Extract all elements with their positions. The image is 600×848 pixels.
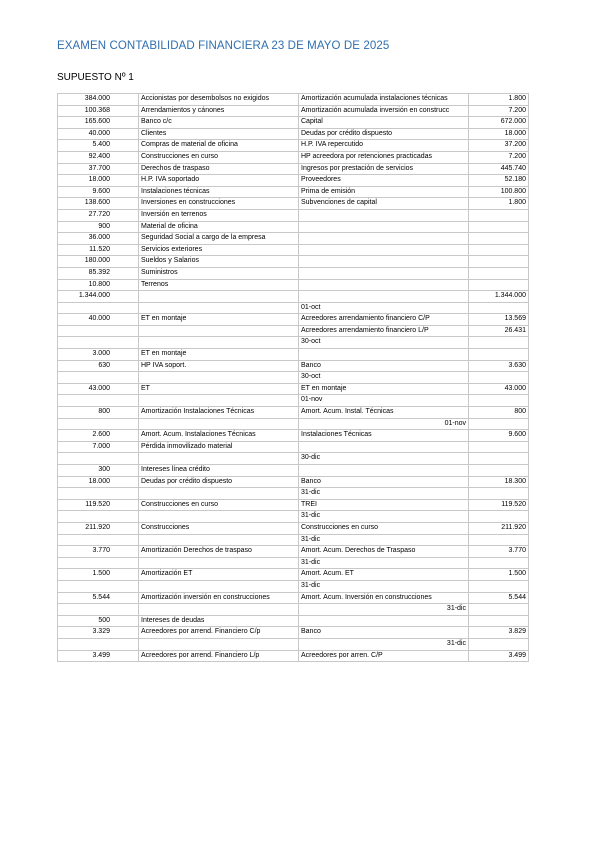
debit-account-cell: Derechos de traspaso (139, 163, 299, 175)
entry-date-cell: 31-dic (299, 638, 469, 650)
debit-amount-cell: 180.000 (58, 256, 139, 268)
credit-amount-cell (469, 233, 529, 245)
debit-account-cell: Construcciones en curso (139, 499, 299, 511)
entry-date-cell: 31-dic (299, 511, 469, 523)
debit-account-cell: Servicios exteriores (139, 244, 299, 256)
journal-row (58, 105, 529, 117)
journal-row (58, 650, 529, 662)
date-row (58, 372, 529, 384)
debit-account-cell (139, 372, 299, 384)
debit-amount-cell (58, 453, 139, 465)
debit-account-cell: Accionistas por desembolsos no exigidos (139, 94, 299, 106)
credit-amount-cell: 37.200 (469, 140, 529, 152)
credit-account-cell (299, 291, 469, 303)
debit-amount-cell: 500 (58, 615, 139, 627)
debit-account-cell (139, 291, 299, 303)
credit-account-cell: Prima de emisión (299, 186, 469, 198)
credit-amount-cell (469, 604, 529, 616)
credit-amount-cell (469, 267, 529, 279)
debit-account-cell (139, 638, 299, 650)
date-row (58, 511, 529, 523)
debit-account-cell (139, 511, 299, 523)
credit-account-cell: Acreedores por arren. C/P (299, 650, 469, 662)
date-row (58, 453, 529, 465)
debit-amount-cell: 40.000 (58, 128, 139, 140)
debit-account-cell: Amort. Acum. Instalaciones Técnicas (139, 430, 299, 442)
credit-amount-cell (469, 615, 529, 627)
journal-row (58, 151, 529, 163)
credit-account-cell (299, 441, 469, 453)
debit-amount-cell: 5.544 (58, 592, 139, 604)
debit-account-cell: Deudas por crédito dispuesto (139, 476, 299, 488)
credit-amount-cell: 1.800 (469, 94, 529, 106)
entry-date-cell: 01-nov (299, 418, 469, 430)
credit-amount-cell: 119.520 (469, 499, 529, 511)
credit-amount-cell: 52.180 (469, 175, 529, 187)
credit-account-cell (299, 209, 469, 221)
debit-account-cell (139, 418, 299, 430)
entry-date-cell: 30-oct (299, 372, 469, 384)
debit-amount-cell: 11.520 (58, 244, 139, 256)
credit-amount-cell (469, 465, 529, 477)
debit-amount-cell (58, 302, 139, 314)
debit-account-cell: H.P. IVA soportado (139, 175, 299, 187)
credit-account-cell (299, 615, 469, 627)
credit-account-cell (299, 256, 469, 268)
entry-date-cell: 31-dic (299, 580, 469, 592)
journal-row (58, 221, 529, 233)
debit-account-cell: Inversión en terrenos (139, 209, 299, 221)
credit-amount-cell: 3.829 (469, 627, 529, 639)
journal-row (58, 430, 529, 442)
debit-amount-cell: 100.368 (58, 105, 139, 117)
debit-account-cell: Construcciones (139, 522, 299, 534)
entry-date-cell: 31-dic (299, 557, 469, 569)
debit-amount-cell: 10.800 (58, 279, 139, 291)
debit-amount-cell (58, 638, 139, 650)
entry-date-cell: 31-dic (299, 488, 469, 500)
credit-amount-cell: 211.920 (469, 522, 529, 534)
journal-row (58, 592, 529, 604)
credit-amount-cell (469, 638, 529, 650)
journal-row (58, 128, 529, 140)
debit-amount-cell: 300 (58, 465, 139, 477)
journal-row (58, 476, 529, 488)
entry-date-cell: 31-dic (299, 534, 469, 546)
debit-account-cell (139, 395, 299, 407)
credit-amount-cell (469, 534, 529, 546)
debit-amount-cell: 18.000 (58, 476, 139, 488)
credit-amount-cell: 13.569 (469, 314, 529, 326)
date-row (58, 488, 529, 500)
date-row (58, 418, 529, 430)
debit-account-cell: Acreedores por arrend. Financiero L/p (139, 650, 299, 662)
debit-amount-cell (58, 337, 139, 349)
debit-amount-cell (58, 534, 139, 546)
debit-amount-cell: 85.392 (58, 267, 139, 279)
debit-account-cell: ET en montaje (139, 314, 299, 326)
debit-account-cell: Amortización Derechos de traspaso (139, 546, 299, 558)
debit-amount-cell: 1.344.000 (58, 291, 139, 303)
credit-account-cell: Amort. Acum. Inversión en construcciones (299, 592, 469, 604)
debit-amount-cell (58, 604, 139, 616)
credit-amount-cell (469, 395, 529, 407)
credit-amount-cell: 1.344.000 (469, 291, 529, 303)
debit-account-cell: Arrendamientos y cánones (139, 105, 299, 117)
journal-row (58, 325, 529, 337)
date-row (58, 580, 529, 592)
credit-account-cell: Acreedores arrendamiento financiero L/P (299, 325, 469, 337)
debit-account-cell: Pérdida inmovilizado material (139, 441, 299, 453)
debit-amount-cell: 40.000 (58, 314, 139, 326)
debit-amount-cell (58, 372, 139, 384)
credit-account-cell: Proveedores (299, 175, 469, 187)
credit-amount-cell (469, 488, 529, 500)
debit-amount-cell: 3.499 (58, 650, 139, 662)
journal-row (58, 140, 529, 152)
debit-amount-cell: 3.000 (58, 349, 139, 361)
journal-table (57, 93, 529, 662)
debit-account-cell (139, 580, 299, 592)
debit-amount-cell: 165.600 (58, 117, 139, 129)
credit-amount-cell (469, 511, 529, 523)
debit-account-cell: Acreedores por arrend. Financiero C/p (139, 627, 299, 639)
credit-amount-cell: 3.499 (469, 650, 529, 662)
date-row (58, 604, 529, 616)
debit-account-cell: Intereses de deudas (139, 615, 299, 627)
credit-account-cell: ET en montaje (299, 383, 469, 395)
debit-amount-cell (58, 488, 139, 500)
credit-account-cell: H.P. IVA repercutido (299, 140, 469, 152)
debit-account-cell: Banco c/c (139, 117, 299, 129)
credit-account-cell: HP acreedora por retenciones practicadas (299, 151, 469, 163)
credit-amount-cell: 26.431 (469, 325, 529, 337)
credit-amount-cell (469, 256, 529, 268)
credit-amount-cell (469, 221, 529, 233)
credit-account-cell: Instalaciones Técnicas (299, 430, 469, 442)
credit-amount-cell (469, 337, 529, 349)
credit-account-cell: Banco (299, 476, 469, 488)
journal-row (58, 627, 529, 639)
credit-account-cell: TREI (299, 499, 469, 511)
debit-account-cell (139, 453, 299, 465)
debit-amount-cell: 3.770 (58, 546, 139, 558)
credit-account-cell (299, 465, 469, 477)
debit-account-cell: Seguridad Social a cargo de la empresa (139, 233, 299, 245)
credit-amount-cell: 3.630 (469, 360, 529, 372)
debit-amount-cell (58, 511, 139, 523)
document-title: EXAMEN CONTABILIDAD FINANCIERA 23 DE MAYO DE 2025 (57, 40, 390, 52)
debit-amount-cell (58, 557, 139, 569)
debit-amount-cell: 92.400 (58, 151, 139, 163)
credit-amount-cell: 1.500 (469, 569, 529, 581)
credit-account-cell: Banco (299, 360, 469, 372)
journal-row (58, 441, 529, 453)
credit-amount-cell: 43.000 (469, 383, 529, 395)
debit-account-cell: Intereses línea crédito (139, 465, 299, 477)
debit-account-cell: Suministros (139, 267, 299, 279)
credit-amount-cell (469, 302, 529, 314)
journal-row (58, 267, 529, 279)
entry-date-cell: 30-oct (299, 337, 469, 349)
credit-account-cell: Deudas por crédito dispuesto (299, 128, 469, 140)
credit-amount-cell: 7.200 (469, 151, 529, 163)
debit-account-cell: Terrenos (139, 279, 299, 291)
debit-amount-cell (58, 325, 139, 337)
journal-row (58, 546, 529, 558)
credit-amount-cell (469, 349, 529, 361)
debit-account-cell: Sueldos y Salarios (139, 256, 299, 268)
journal-row (58, 209, 529, 221)
journal-row (58, 244, 529, 256)
credit-account-cell (299, 244, 469, 256)
credit-amount-cell: 3.770 (469, 546, 529, 558)
journal-row (58, 349, 529, 361)
date-row (58, 302, 529, 314)
date-row (58, 534, 529, 546)
entry-date-cell: 01-oct (299, 302, 469, 314)
debit-account-cell: HP IVA soport. (139, 360, 299, 372)
debit-account-cell (139, 488, 299, 500)
debit-account-cell: Compras de material de oficina (139, 140, 299, 152)
debit-amount-cell: 3.329 (58, 627, 139, 639)
debit-account-cell: Material de oficina (139, 221, 299, 233)
entry-date-cell: 01-nov (299, 395, 469, 407)
journal-row (58, 94, 529, 106)
credit-amount-cell: 100.800 (469, 186, 529, 198)
journal-row (58, 360, 529, 372)
debit-amount-cell (58, 580, 139, 592)
debit-account-cell: Instalaciones técnicas (139, 186, 299, 198)
credit-account-cell: Amort. Acum. Instal. Técnicas (299, 407, 469, 419)
credit-account-cell: Amortización acumulada inversión en construcc (299, 105, 469, 117)
credit-amount-cell (469, 244, 529, 256)
credit-amount-cell: 5.544 (469, 592, 529, 604)
credit-amount-cell: 672.000 (469, 117, 529, 129)
debit-amount-cell: 2.600 (58, 430, 139, 442)
debit-amount-cell: 7.000 (58, 441, 139, 453)
journal-row (58, 186, 529, 198)
credit-amount-cell (469, 453, 529, 465)
journal-row (58, 383, 529, 395)
credit-amount-cell: 800 (469, 407, 529, 419)
debit-amount-cell (58, 418, 139, 430)
debit-amount-cell: 119.520 (58, 499, 139, 511)
debit-amount-cell: 1.500 (58, 569, 139, 581)
credit-account-cell (299, 349, 469, 361)
debit-account-cell: Clientes (139, 128, 299, 140)
debit-amount-cell: 9.600 (58, 186, 139, 198)
debit-amount-cell: 630 (58, 360, 139, 372)
credit-account-cell (299, 267, 469, 279)
debit-amount-cell: 900 (58, 221, 139, 233)
debit-account-cell: Construcciones en curso (139, 151, 299, 163)
debit-account-cell (139, 302, 299, 314)
date-row (58, 395, 529, 407)
credit-account-cell (299, 279, 469, 291)
credit-account-cell: Subvenciones de capital (299, 198, 469, 210)
credit-amount-cell: 9.600 (469, 430, 529, 442)
debit-amount-cell: 138.600 (58, 198, 139, 210)
journal-row (58, 522, 529, 534)
credit-amount-cell: 18.300 (469, 476, 529, 488)
debit-amount-cell: 211.920 (58, 522, 139, 534)
journal-row (58, 499, 529, 511)
credit-account-cell: Amortización acumulada instalaciones técnicas (299, 94, 469, 106)
date-row (58, 337, 529, 349)
credit-account-cell: Capital (299, 117, 469, 129)
total-row (58, 291, 529, 303)
debit-amount-cell: 37.700 (58, 163, 139, 175)
credit-account-cell (299, 233, 469, 245)
credit-amount-cell: 445.740 (469, 163, 529, 175)
credit-amount-cell (469, 279, 529, 291)
journal-row (58, 233, 529, 245)
debit-account-cell: ET en montaje (139, 349, 299, 361)
journal-row (58, 198, 529, 210)
credit-amount-cell: 7.200 (469, 105, 529, 117)
credit-amount-cell (469, 372, 529, 384)
debit-amount-cell: 18.000 (58, 175, 139, 187)
date-row (58, 557, 529, 569)
journal-row (58, 465, 529, 477)
credit-amount-cell (469, 418, 529, 430)
credit-amount-cell: 1.800 (469, 198, 529, 210)
journal-row (58, 256, 529, 268)
debit-account-cell: Inversiones en construcciones (139, 198, 299, 210)
debit-amount-cell: 36.000 (58, 233, 139, 245)
debit-account-cell (139, 534, 299, 546)
journal-row (58, 314, 529, 326)
debit-amount-cell: 5.400 (58, 140, 139, 152)
debit-account-cell (139, 557, 299, 569)
credit-amount-cell: 18.000 (469, 128, 529, 140)
credit-account-cell: Amort. Acum. Derechos de Traspaso (299, 546, 469, 558)
debit-account-cell (139, 337, 299, 349)
entry-date-cell: 31-dic (299, 604, 469, 616)
credit-account-cell: Ingresos por prestación de servicios (299, 163, 469, 175)
debit-account-cell: Amortización ET (139, 569, 299, 581)
document-subtitle: SUPUESTO Nº 1 (57, 72, 134, 83)
debit-account-cell: Amortización inversión en construcciones (139, 592, 299, 604)
journal-row (58, 407, 529, 419)
debit-account-cell (139, 325, 299, 337)
debit-amount-cell (58, 395, 139, 407)
credit-amount-cell (469, 441, 529, 453)
credit-account-cell (299, 221, 469, 233)
debit-amount-cell: 384.000 (58, 94, 139, 106)
credit-amount-cell (469, 557, 529, 569)
debit-amount-cell: 800 (58, 407, 139, 419)
debit-account-cell (139, 604, 299, 616)
journal-row (58, 569, 529, 581)
journal-row (58, 279, 529, 291)
journal-row (58, 163, 529, 175)
entry-date-cell: 30-dic (299, 453, 469, 465)
journal-row (58, 117, 529, 129)
credit-account-cell: Acreedores arrendamiento financiero C/P (299, 314, 469, 326)
debit-account-cell: Amortización Instalaciones Técnicas (139, 407, 299, 419)
debit-amount-cell: 27.720 (58, 209, 139, 221)
credit-account-cell: Construcciones en curso (299, 522, 469, 534)
credit-amount-cell (469, 580, 529, 592)
debit-amount-cell: 43.000 (58, 383, 139, 395)
date-row (58, 638, 529, 650)
credit-amount-cell (469, 209, 529, 221)
debit-account-cell: ET (139, 383, 299, 395)
credit-account-cell: Amort. Acum. ET (299, 569, 469, 581)
credit-account-cell: Banco (299, 627, 469, 639)
journal-row (58, 615, 529, 627)
journal-row (58, 175, 529, 187)
